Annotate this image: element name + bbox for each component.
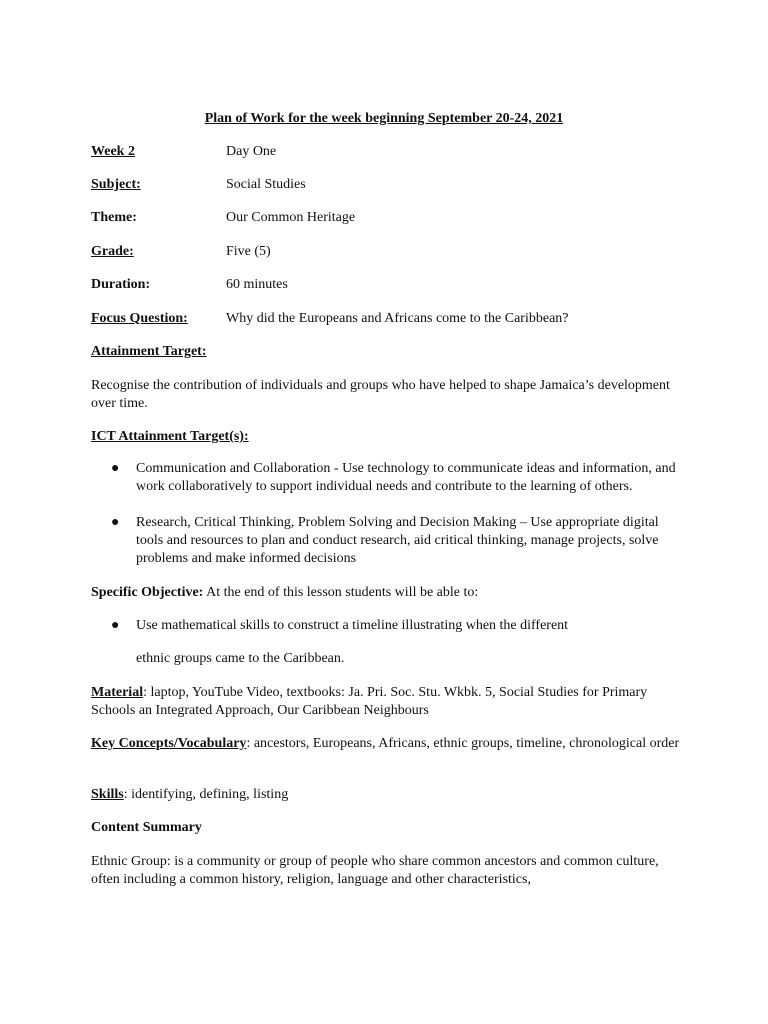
theme-value: Our Common Heritage [226, 210, 356, 225]
ict-bullet-text: Communication and Collaboration - Use technology to communicate ideas and information, and work collaboratively to support individual needs and contribute to the learning of others. [136, 461, 676, 494]
bullet-icon: ● [111, 515, 120, 530]
week-label: Week 2 [91, 144, 135, 159]
duration-label: Duration: [91, 277, 151, 292]
material-paragraph [91, 684, 681, 720]
grade-label: Grade: [91, 244, 134, 259]
ethnic-group-definition: : is a community or group of people who share common ancestors and common culture, often including a common history, religion, language and other characteristics, [91, 854, 659, 887]
focus-question-value: Why did the Europeans and Africans come to the Caribbean? [226, 311, 569, 326]
key-concepts-label: Key Concepts/Vocabulary [91, 736, 247, 751]
duration-value: 60 minutes [226, 277, 288, 292]
ethnic-group-term: Ethnic Group [91, 854, 167, 869]
skills-text: : identifying, defining, listing [123, 787, 289, 802]
material-text: : laptop, YouTube Video, textbooks: Ja. Pri. Soc. Stu. Wkbk. 5, Social Studies for Primary Schools an Integrated Approach, Our Caribbean Neighbours [91, 685, 648, 718]
attainment-heading: Attainment Target: [91, 344, 207, 359]
specific-objective-label: Specific Objective: [91, 585, 204, 600]
key-concepts-paragraph [91, 735, 681, 753]
objective-bullet-text: Use mathematical skills to construct a timeline illustrating when the different [136, 618, 569, 633]
subject-value: Social Studies [226, 177, 306, 192]
bullet-icon: ● [111, 618, 120, 633]
bullet-icon: ● [111, 461, 120, 476]
content-summary-paragraph [91, 853, 681, 889]
skills-paragraph [91, 786, 681, 804]
material-label: Material [91, 685, 144, 700]
key-concepts-text: : ancestors, Europeans, Africans, ethnic groups, timeline, chronological order [246, 736, 680, 751]
ict-bullet-text: Research, Critical Thinking, Problem Solving and Decision Making – Use appropriate digital tools and resources to plan and conduct research, aid critical thinking, manage projects, solve problems and make informed decisions [136, 515, 659, 566]
objective-continuation: ethnic groups came to the Caribbean. [136, 651, 345, 666]
subject-label: Subject: [91, 177, 141, 192]
specific-objective [91, 584, 681, 602]
document-title: Plan of Work for the week beginning September 20-24, 2021 [204, 111, 564, 126]
content-summary-heading: Content Summary [91, 820, 202, 835]
ict-heading: ICT Attainment Target(s): [91, 429, 249, 444]
specific-objective-text: At the end of this lesson students will be able to: [203, 585, 479, 600]
skills-label: Skills [91, 787, 124, 802]
week-value: Day One [226, 144, 277, 159]
grade-value: Five (5) [226, 244, 271, 259]
focus-question-label: Focus Question: [91, 311, 188, 326]
attainment-text: Recognise the contribution of individuals and groups who have helped to shape Jamaica’s development over time. [91, 378, 670, 411]
theme-label: Theme: [91, 210, 137, 225]
